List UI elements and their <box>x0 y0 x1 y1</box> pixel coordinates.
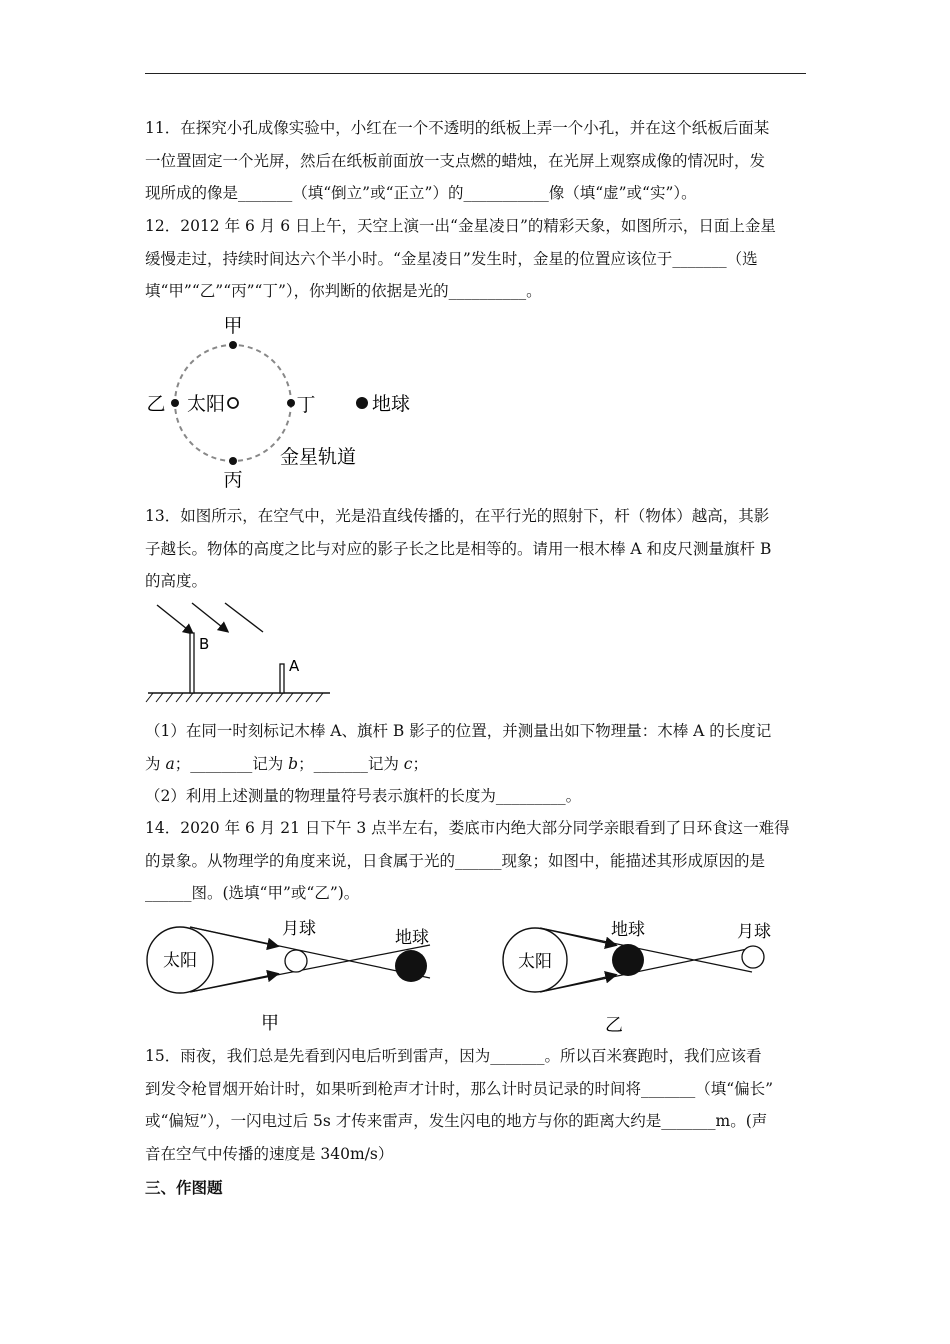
position-ding-dot <box>287 399 295 407</box>
venus-transit-figure <box>140 310 440 495</box>
question-15 <box>145 1040 809 1170</box>
sunlight-ray-1 <box>157 605 192 633</box>
sunlight-ray-3 <box>225 603 263 632</box>
solar-eclipse-figure-yi <box>497 910 787 1040</box>
label-yi: 乙 <box>146 393 166 415</box>
position-yi-dot <box>171 399 179 407</box>
label-b: B <box>199 635 210 653</box>
q13-sub1-line-1: （1）在同一时刻标记木棒 A、旗杆 B 影子的位置，并测量出如下物理量：木棒 A 的长度记 <box>145 722 772 740</box>
question-12 <box>145 210 809 308</box>
q14-line-1: 14．2020 年 6 月 21 日下午 3 点半左右，娄底市内绝大部分同学亲眼看到了日环食这一难得 <box>145 819 790 837</box>
q12-line-2: 缓慢走过，持续时间达六个半小时。“金星凌日”发生时，金星的位置应该位于_______（选 <box>145 249 758 268</box>
label-earth: 地球 <box>611 920 645 940</box>
caption-yi: 乙 <box>605 1015 623 1036</box>
q11-line-1: 11．在探究小孔成像实验中，小红在一个不透明的纸板上弄一个小孔，并在这个纸板后面某 <box>145 119 770 137</box>
label-moon: 月球 <box>737 922 771 942</box>
q14-line-2: 的景象。从物理学的角度来说，日食属于光的______现象；如图中，能描述其形成原因的是 <box>145 851 766 870</box>
label-sun: 太阳 <box>518 952 552 972</box>
q12-line-1: 12．2012 年 6 月 6 日上午，天空上演一出“金星凌日”的精彩天象，如图所示，日面上金星 <box>145 217 776 235</box>
label-sun: 太阳 <box>163 951 197 971</box>
caption-jia: 甲 <box>261 1013 279 1034</box>
q13-line-3: 的高度。 <box>145 572 208 590</box>
label-jia: 甲 <box>223 315 243 337</box>
section-3-heading: 三、作图题 <box>145 1178 223 1197</box>
q13-line-2: 子越长。物体的高度之比与对应的影子长之比是相等的。请用一根木棒 A 和皮尺测量旗杆 B <box>145 539 772 558</box>
q15-line-3: 或“偏短”），一闪电过后 5s 才传来雷声，发生闪电的地方与你的距离大约是_______m。(声 <box>145 1112 768 1130</box>
position-jia-dot <box>229 341 237 349</box>
earth-icon <box>356 397 368 409</box>
q15-line-4: 音在空气中传播的速度是 340m/s） <box>145 1144 394 1163</box>
label-a: A <box>289 657 300 675</box>
q15-line-1: 15．雨夜，我们总是先看到闪电后听到雷声，因为_______。所以百米赛跑时，我们应该看 <box>145 1047 762 1065</box>
question-14 <box>145 812 809 910</box>
q11-line-2: 一位置固定一个光屏，然后在纸板前面放一支点燃的蜡烛，在光屏上观察成像的情况时，发 <box>145 151 766 170</box>
moon-circle <box>285 950 307 972</box>
question-13 <box>145 500 809 598</box>
label-bing: 丙 <box>223 469 243 491</box>
ground-hatching <box>146 693 323 702</box>
label-sun: 太阳 <box>186 393 226 415</box>
flagpole-b <box>190 633 194 693</box>
q13-line-1: 13．如图所示，在空气中，光是沿直线传播的，在平行光的照射下，杆（物体）越高，其影 <box>145 507 770 525</box>
q11-line-3: 现所成的像是_______（填“倒立”或“正立”）的___________像（填“虚”或“实”）。 <box>145 184 697 202</box>
q14-line-3: ______图。(选填“甲”或“乙”)。 <box>145 884 360 902</box>
label-earth: 地球 <box>372 393 411 415</box>
q13-sub1-line-2: 为 a；________记为 b；_______记为 c； <box>145 754 428 773</box>
moon-circle <box>742 946 764 968</box>
label-orbit: 金星轨道 <box>280 446 357 468</box>
earth-circle <box>612 944 644 976</box>
sunlight-ray-2 <box>192 603 227 631</box>
label-moon: 月球 <box>282 919 316 939</box>
position-bing-dot <box>229 457 237 465</box>
header-rule <box>145 73 806 74</box>
earth-circle <box>395 950 427 982</box>
stick-a <box>280 664 284 693</box>
q15-line-2: 到发令枪冒烟开始计时，如果听到枪声才计时，那么计时员记录的时间将_______（填“偏长” <box>145 1079 774 1098</box>
question-11 <box>145 112 809 210</box>
solar-eclipse-figure-jia <box>140 910 445 1040</box>
q12-line-3: 填“甲”“乙”“丙”“丁”），你判断的依据是光的__________。 <box>145 282 542 300</box>
label-ding: 丁 <box>296 394 316 416</box>
flagpole-figure <box>145 597 340 709</box>
question-13-subparts <box>145 715 809 813</box>
sun-icon <box>228 398 238 408</box>
q13-sub2: （2）利用上述测量的物理量符号表示旗杆的长度为_________。 <box>145 787 582 805</box>
label-earth: 地球 <box>395 928 429 948</box>
